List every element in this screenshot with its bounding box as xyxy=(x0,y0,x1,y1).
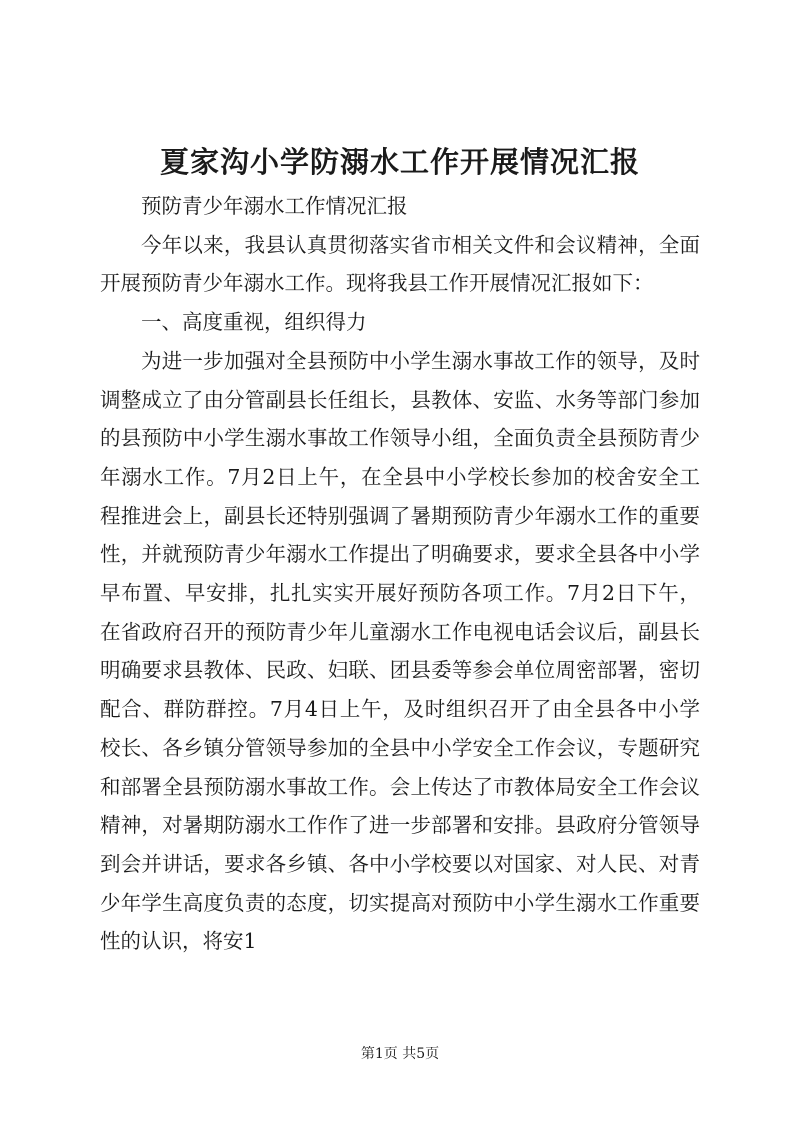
document-body xyxy=(100,187,700,961)
page-footer: 第1页 共5页 xyxy=(360,1046,440,1062)
body-paragraph: 为进一步加强对全县预防中小学生溺水事故工作的领导，及时调整成立了由分管副县长任组长，县教体、安监、水务等部门参加的县预防中小学生溺水事故工作领导小组，全面负责全县预防青少年溺水工作。7月2日上午，在全县中小学校长参加的校舍安全工程推进会上，副县长还特别强调了暑期预防青少年溺水工作的重要性，并就预防青少年溺水工作提出了明确要求，要求全县各中小学早布置、早安排，扎扎实实开展好预防各项工作。7月2日下午，在省政府召开的预防青少年儿童溺水工作电视电话会议后，副县长明确要求县教体、民政、妇联、团县委等参会单位周密部署，密切配合、群防群控。7月4日上午，及时组织召开了由全县各中小学校长、各乡镇分管领导参加的全县中小学安全工作会议，专题研究和部署全县预防溺水事故工作。会上传达了市教体局安全工作会议精神，对暑期防溺水工作作了进一步部署和安排。县政府分管领导到会并讲话，要求各乡镇、各中小学校要以对国家、对人民、对青少年学生高度负责的态度，切实提高对预防中小学生溺水工作重要性的认识，将安1 xyxy=(100,348,700,954)
subtitle-paragraph: 预防青少年溺水工作情况汇报 xyxy=(141,194,408,218)
document-title: 夏家沟小学防溺水工作开展情况汇报 xyxy=(159,145,640,179)
section-heading: 一、高度重视，组织得力 xyxy=(141,310,367,335)
intro-paragraph: 今年以来，我县认真贯彻落实省市相关文件和会议精神，全面开展预防青少年溺水工作。现将我县工作开展情况汇报如下： xyxy=(100,232,700,296)
